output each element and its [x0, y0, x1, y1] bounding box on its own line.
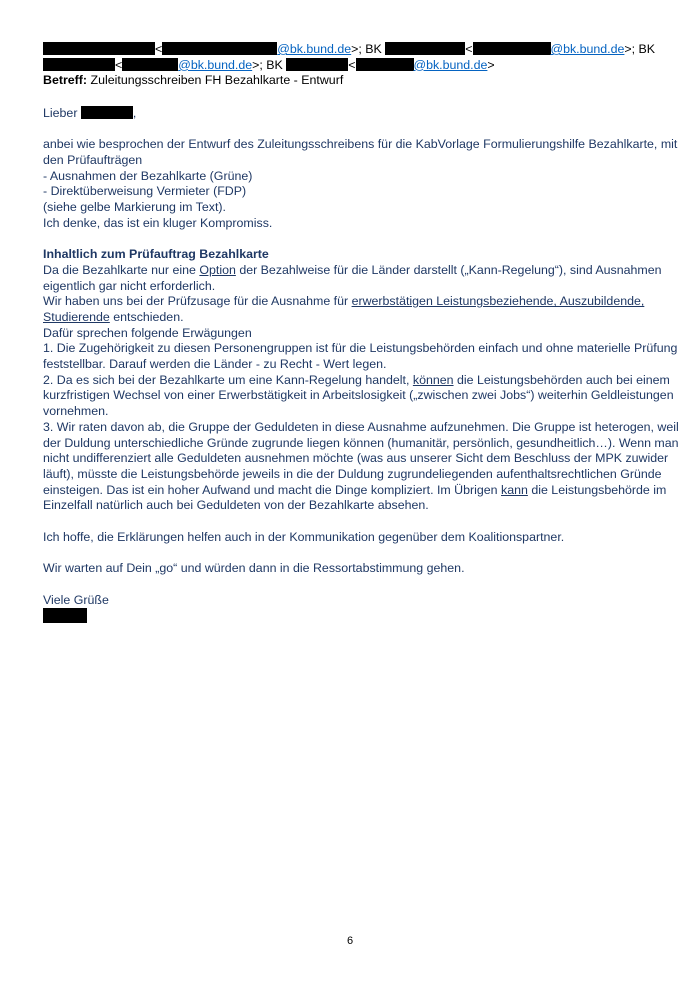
subject-line	[43, 73, 658, 89]
subject-text: Zuleitungsschreiben FH Bezahlkarte - Entwurf	[90, 73, 344, 88]
recipient-separator: >; BK	[252, 57, 283, 72]
text-line: Dafür sprechen folgende Erwägungen	[43, 325, 252, 340]
text-line: nicht undifferenziert alle Geduldeten ausnehmen möchte (was aus unserer Sicht dem Beschluss der MPK zuwider	[43, 451, 669, 466]
text-line: 3. Wir raten davon ab, die Gruppe der Geduldeten in diese Ausnahme aufzunehmen. Die Gruppe ist heterogen, weil	[43, 419, 679, 434]
text-line: eigentlich gar nicht erforderlich.	[43, 278, 216, 293]
redaction-block	[43, 42, 155, 55]
recipient-bracket: >	[487, 57, 495, 72]
recipient-bracket: <	[155, 42, 163, 56]
text-run: die Leistungsbehörden auch bei einem	[453, 372, 670, 387]
text-line: anbei wie besprochen der Entwurf des Zuleitungsschreibens für die KabVorlage Formulierungshilfe Bezahlkarte, mit	[43, 137, 678, 152]
text-run: einsteigen. Das ist ein hoher Aufwand und macht die Dinge kompliziert. Im Übrigen	[43, 482, 502, 497]
text-run: Wir haben uns bei der Prüfzusage für die Ausnahme für	[43, 294, 352, 309]
redaction-block	[286, 58, 348, 71]
email-link[interactable]: @bk.bund.de	[277, 42, 352, 56]
text-line: Einzelfall natürlich auch bei Geduldeten von der Bezahlkarte absehen.	[43, 498, 429, 513]
recipient-separator: >; BK	[624, 42, 656, 56]
recipient-bracket: <	[348, 57, 356, 72]
redaction-block	[473, 42, 551, 55]
salutation-text: Lieber	[43, 105, 78, 120]
recipients-line-2	[43, 58, 658, 74]
text-line: (siehe gelbe Markierung im Text).	[43, 200, 226, 214]
redaction-block	[162, 42, 277, 55]
text-line: - Direktüberweisung Vermieter (FDP)	[43, 184, 247, 199]
text-line: der Duldung unterschiedliche Gründe zugrunde liegen können (humanitär, persönlich, gesundheitlich…). Wenn man	[43, 435, 679, 450]
text-run: Da die Bezahlkarte nur eine	[43, 262, 200, 277]
salutation-comma: ,	[132, 105, 137, 120]
underlined-text: können	[412, 372, 454, 387]
text-line	[43, 310, 658, 326]
text-line: kurzfristigen Wechsel von einer Erwerbstätigkeit in Arbeitslosigkeit („zwischen zwei Jobs“) weiterhin Geldleistungen	[43, 388, 674, 403]
closing-line: Wir warten auf Dein „go“ und würden dann in die Ressortabstimmung gehen.	[43, 561, 465, 576]
redaction-block	[81, 106, 133, 119]
underlined-text: Studierende	[43, 309, 110, 324]
text-run: 2. Da es sich bei der Bezahlkarte um eine Kann-Regelung handelt,	[43, 372, 413, 387]
text-run: der Bezahlweise für die Länder darstellt („Kann-Regelung“), sind Ausnahmen	[235, 262, 662, 277]
text-run: entschieden.	[109, 309, 184, 324]
email-link[interactable]: @bk.bund.de	[550, 42, 625, 56]
intro-paragraph	[43, 137, 678, 231]
redaction-block	[43, 58, 115, 71]
page-number: 6	[346, 935, 354, 947]
subject-label: Betreff:	[43, 73, 88, 88]
text-line: Ich denke, das ist ein kluger Kompromiss.	[43, 215, 273, 230]
text-run: die Leistungsbehörde im	[527, 482, 667, 497]
email-document	[43, 42, 679, 626]
email-link[interactable]: @bk.bund.de	[178, 57, 253, 72]
underlined-text: Option	[199, 262, 236, 277]
text-line: feststellbar. Darauf werden die Länder - zu Recht - Wert legen.	[43, 357, 387, 372]
text-line	[43, 372, 670, 389]
redaction-block	[43, 608, 87, 623]
closing-line: Ich hoffe, die Erklärungen helfen auch in der Kommunikation gegenüber dem Koalitionspartner.	[43, 529, 565, 544]
recipients-line-1	[43, 42, 658, 58]
signature-line	[43, 608, 658, 626]
text-line: 1. Die Zugehörigkeit zu diesen Personengruppen ist für die Leistungsbehörden einfach und ohne materielle Prüfung	[43, 341, 678, 356]
text-line	[43, 482, 667, 499]
text-line	[43, 262, 662, 279]
underlined-text: erwerbstätigen Leistungsbeziehende, Auszubildende,	[351, 294, 645, 309]
redaction-block	[385, 42, 465, 55]
email-link[interactable]: @bk.bund.de	[413, 57, 488, 72]
text-line: läuft), müsste die Leistungsbehörde jeweils in die der Duldung zugrundeliegenden aufenthaltsrechtlichen Gründe	[43, 466, 662, 481]
underlined-text: kann	[501, 482, 528, 497]
recipient-bracket: <	[115, 57, 123, 72]
text-line	[43, 294, 658, 310]
recipient-separator: >; BK	[351, 42, 382, 56]
salutation	[43, 106, 658, 122]
redaction-block	[356, 58, 414, 71]
section-heading: Inhaltlich zum Prüfauftrag Bezahlkarte	[43, 247, 269, 262]
redaction-block	[122, 58, 178, 71]
text-line: vornehmen.	[43, 404, 109, 419]
recipient-bracket: <	[465, 42, 473, 56]
text-line: den Prüfaufträgen	[43, 152, 143, 167]
text-line: - Ausnahmen der Bezahlkarte (Grüne)	[43, 168, 253, 183]
signoff: Viele Grüße	[43, 592, 109, 607]
